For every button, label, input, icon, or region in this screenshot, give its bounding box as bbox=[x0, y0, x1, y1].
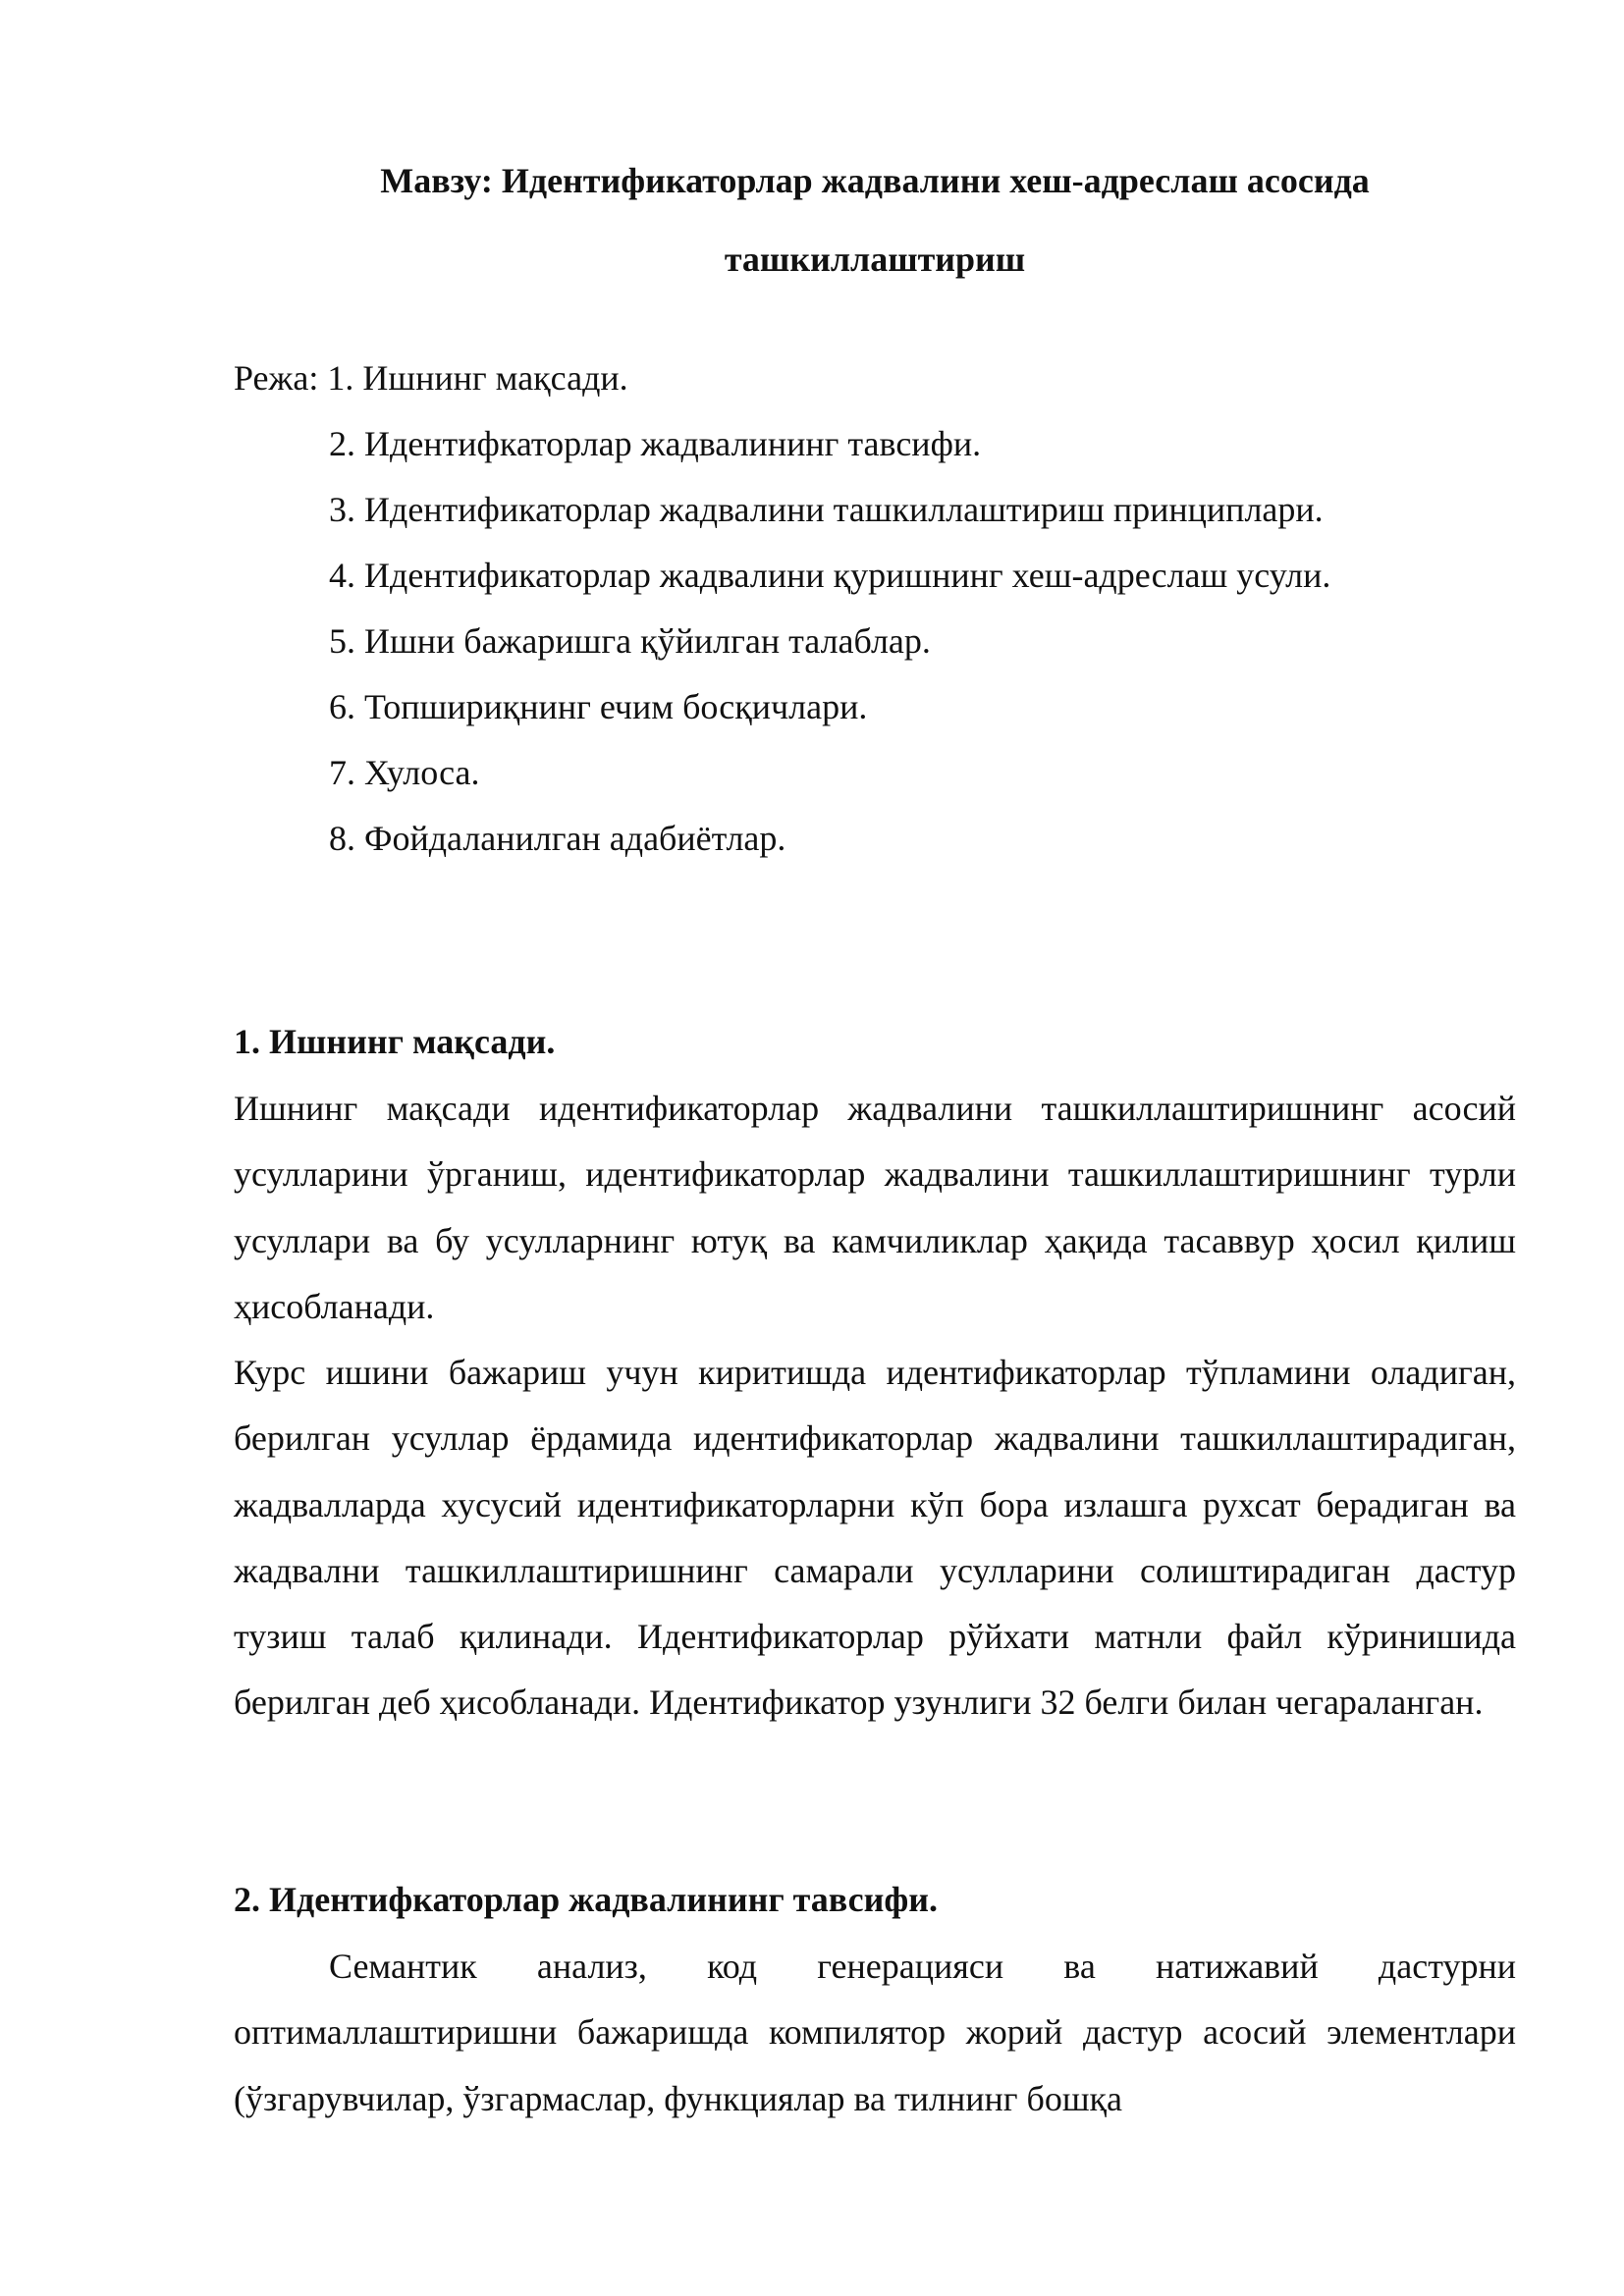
document-title bbox=[234, 141, 1516, 298]
plan-item bbox=[234, 346, 1516, 411]
plan-item-text: 6. Топшириқнинг ечим босқичлари. bbox=[329, 687, 868, 726]
section-2-heading: 2. Идентифкаторлар жадвалининг тавсифи. bbox=[234, 1880, 939, 1919]
plan-item bbox=[234, 806, 1516, 872]
plan-item-text: 5. Ишни бажаришга қўйилган талаблар. bbox=[329, 621, 931, 661]
plan-prefix: Режа: bbox=[234, 358, 319, 398]
plan-item bbox=[234, 674, 1516, 740]
plan-list bbox=[234, 346, 1516, 872]
title-line-2: ташкиллаштириш bbox=[724, 240, 1026, 279]
section-1-heading: 1. Ишнинг мақсади. bbox=[234, 1022, 556, 1061]
plan-item-text: 3. Идентификаторлар жадвалини ташкиллаштириш принциплари. bbox=[329, 490, 1324, 529]
plan-item bbox=[234, 477, 1516, 543]
section-1-paragraph-1: Ишнинг мақсади идентификаторлар жадвалини ташкиллаштиришнинг асосий усулларини ўрганиш, идентификаторлар жадвалини ташкиллаштиришнинг турли усуллари ва бу усулларнинг ютуқ ва камчиликлар ҳақида тасаввур ҳосил қилиш ҳисобланади. bbox=[234, 1089, 1516, 1326]
plan-item bbox=[234, 609, 1516, 674]
plan-item bbox=[234, 740, 1516, 806]
plan-item-text: 4. Идентификаторлар жадвалини қуришнинг хеш-адреслаш усули. bbox=[329, 556, 1331, 595]
section-2-paragraph-1: Семантик анализ, код генерацияси ва натижавий дастурни оптималлаштиришни бажаришда компилятор жорий дастур асосий элементлари (ўзгарувчилар, ўзгармаслар, функциялар ва тилнинг бошқа bbox=[234, 1947, 1516, 2118]
plan-item-text: 1. Ишнинг мақсади. bbox=[327, 358, 628, 398]
title-line-1: Мавзу: Идентификаторлар жадвалини хеш-адреслаш асосида bbox=[380, 161, 1370, 200]
plan-item-text: 7. Хулоса. bbox=[329, 753, 480, 792]
plan-item-text: 2. Идентифкаторлар жадвалининг тавсифи. bbox=[329, 424, 982, 463]
plan-item bbox=[234, 543, 1516, 609]
plan-item-text: 8. Фойдаланилган адабиётлар. bbox=[329, 819, 786, 858]
plan-item bbox=[234, 411, 1516, 477]
section-1-paragraph-2: Курс ишини бажариш учун киритишда идентификаторлар тўпламини оладиган, берилган усуллар ёрдамида идентификаторлар жадвалини ташкиллаштирадиган, жадвалларда хусусий идентификаторларни кўп бора излашга рухсат берадиган ва жадвални ташкиллаштиришнинг самарали усулларини солиштирадиган дастур тузиш талаб қилинади. Идентификаторлар рўйхати матнли файл кўринишида берилган деб ҳисобланади. Идентификатор узунлиги 32 белги билан чегараланган. bbox=[234, 1353, 1516, 1723]
